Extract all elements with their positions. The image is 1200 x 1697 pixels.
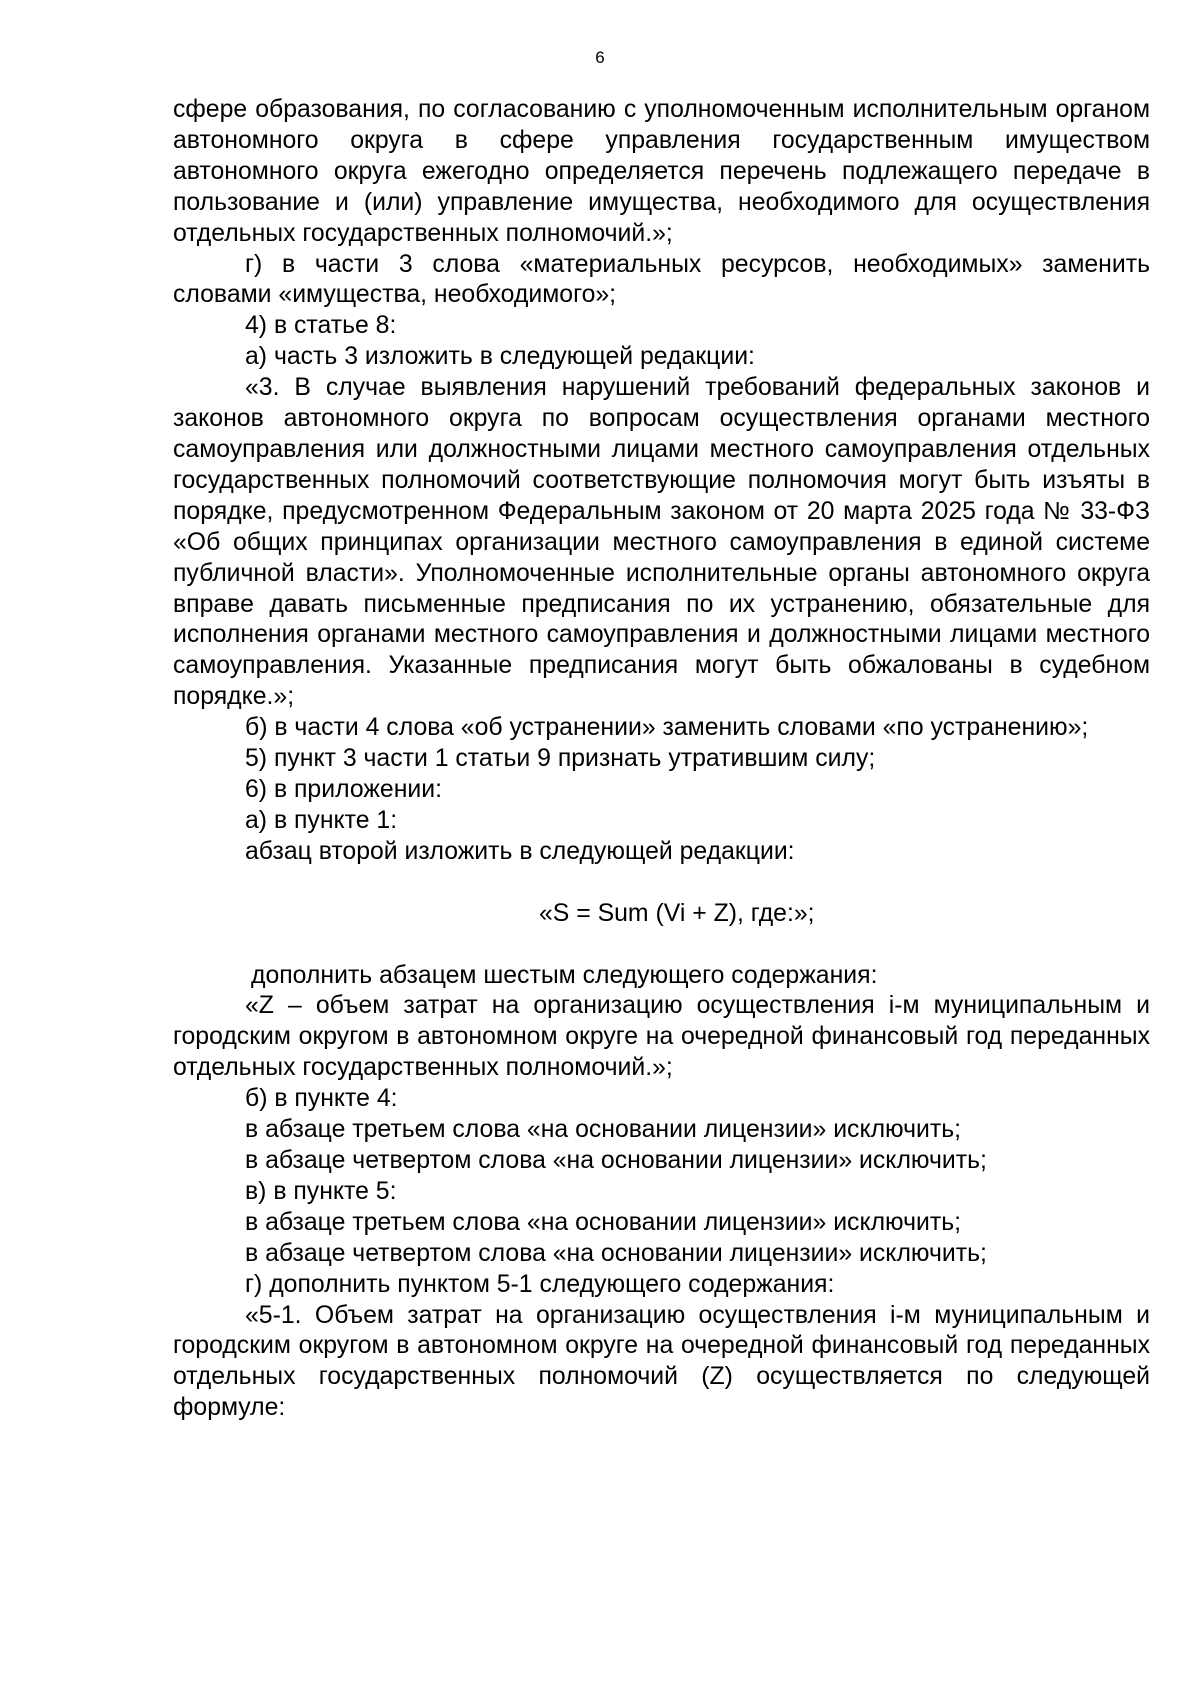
paragraph-quote-point5-1: «5-1. Объем затрат на организацию осуществления i-м муниципальным и городским округом в автономном округе на очередной финансовый год переданных отдельных государственных полномочий (Z) осуществляется по следующей формуле: [173,1301,1150,1422]
paragraph-item-g-point5-1: г) дополнить пунктом 5-1 следующего содержания: [245,1270,835,1298]
paragraph-point5-abzac3: в абзаце третьем слова «на основании лицензии» исключить; [245,1208,962,1236]
paragraph-item-a-point1: а) в пункте 1: [245,806,398,834]
paragraph-second-abzac: абзац второй изложить в следующей редакции: [245,837,795,865]
paragraph-item-g-part3: г) в части 3 слова «материальных ресурсов, необходимых» заменить словами «имущества, необходимого»; [173,250,1150,309]
paragraph-add-sixth-abzac: дополнить абзацем шестым следующего содержания: [251,961,878,989]
paragraph-quote-z-definition: «Z – объем затрат на организацию осуществления i-м муниципальным и городским округом в автономном округе на очередной финансовый год переданных отдельных государственных полномочий.»; [173,992,1150,1082]
document-body [173,95,1150,1424]
paragraph-continuation: сфере образования, по согласованию с уполномоченным исполнительным органом автономного округа в сфере управления государственным имуществом автономного округа ежегодно определяется перечень подлежащего передаче в пользование и (или) управление имущества, необходимого для осуществления отдельных государственных полномочий.»; [173,96,1150,247]
paragraph-item-v-point5: в) в пункте 5: [245,1177,397,1205]
paragraph-item-b-part4: б) в части 4 слова «об устранении» заменить словами «по устранению»; [245,714,1089,742]
page-number: 6 [595,48,605,67]
paragraph-item-b-point4: б) в пункте 4: [245,1085,398,1113]
paragraph-item-6-appendix: 6) в приложении: [245,775,442,803]
paragraph-item-a-part3: а) часть 3 изложить в следующей редакции: [245,343,755,371]
formula-line: «S = Sum (Vi + Z), где:»; [539,899,815,927]
paragraph-item-4-article8: 4) в статье 8: [245,312,397,340]
paragraph-quote-part3: «3. В случае выявления нарушений требований федеральных законов и законов автономного округа по вопросам осуществления органами местного самоуправления или должностными лицами местного самоуправления отдельных государственных полномочий соответствующие полномочия могут быть изъяты в порядке, предусмотренном Федеральным законом от 20 марта 2025 года № 33-ФЗ «Об общих принципах организации местного самоуправления в единой системе публичной власти». Уполномоченные исполнительные органы автономного округа вправе давать письменные предписания по их устранению, обязательные для исполнения органами местного самоуправления и должностными лицами местного самоуправления. Указанные предписания могут быть обжалованы в судебном порядке.»; [173,374,1150,711]
paragraph-point4-abzac4: в абзаце четвертом слова «на основании лицензии» исключить; [245,1147,987,1174]
paragraph-item-5: 5) пункт 3 части 1 статьи 9 признать утратившим силу; [245,745,876,773]
paragraph-point5-abzac4: в абзаце четвертом слова «на основании лицензии» исключить; [245,1239,987,1267]
paragraph-point4-abzac3: в абзаце третьем слова «на основании лицензии» исключить; [245,1116,962,1144]
